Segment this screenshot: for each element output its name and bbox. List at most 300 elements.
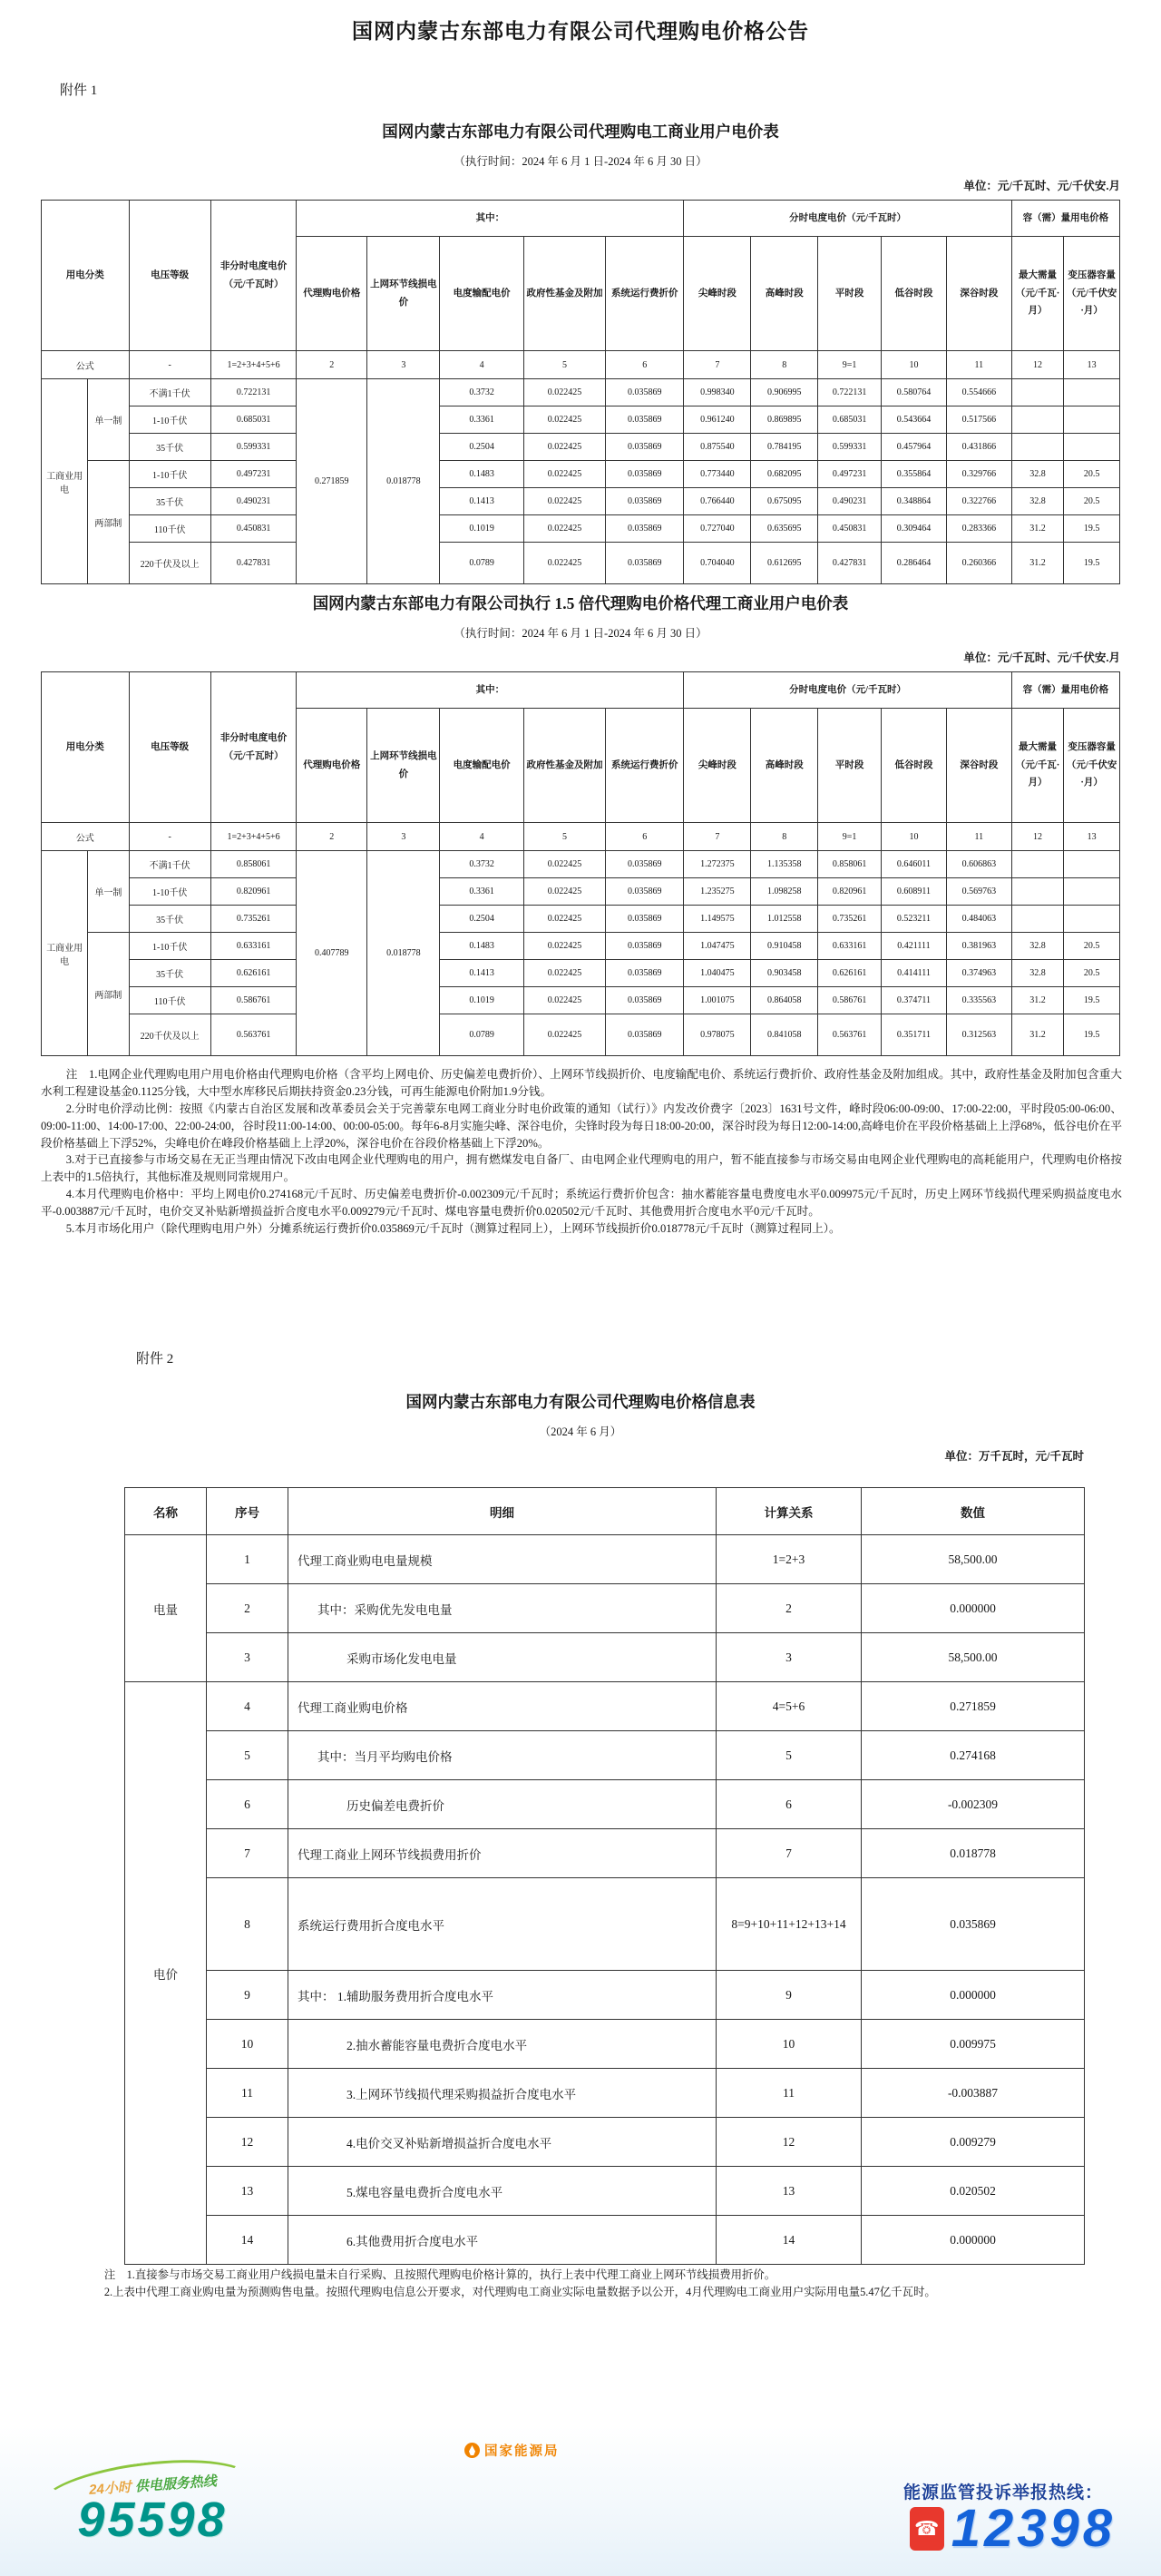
cell: 13: [1064, 823, 1120, 851]
cell: [1064, 406, 1120, 434]
table3-title: 国网内蒙古东部电力有限公司代理购电价格信息表: [405, 1393, 756, 1411]
cell: 12: [717, 2118, 862, 2167]
cell: 9: [207, 1971, 288, 2020]
cell: 0.450831: [210, 515, 296, 543]
hdr-value: 数值: [862, 1488, 1085, 1535]
table-row: [42, 406, 1120, 434]
hdr-dist-price: 电度输配电价: [440, 237, 523, 351]
cell: 0.022425: [523, 851, 605, 878]
cell: 0.1019: [440, 987, 523, 1014]
cell: 0.2504: [440, 434, 523, 461]
cell: 0.497231: [210, 461, 296, 488]
table-row: [42, 823, 1120, 851]
table1-subtitle: （执行时间：2024 年 6 月 1 日-2024 年 6 月 30 日）: [454, 155, 707, 168]
note-paragraph: 注 1.直接参与市场交易工商业用户线损电量未自行采购、且按照代理购电价格计算的，执行上表中代理工商业上网环节线损费用折价。: [103, 2268, 776, 2281]
cell: 0.910458: [751, 933, 818, 960]
cell: 1-10千伏: [129, 406, 210, 434]
table-row: [42, 960, 1120, 987]
cell: 公式: [42, 351, 130, 379]
cell: 0.569763: [946, 878, 1011, 906]
cell: [1011, 906, 1063, 933]
cell: 8: [751, 351, 818, 379]
cell: 10: [882, 823, 947, 851]
hdr-valley: 低谷时段: [882, 709, 947, 823]
hdr-usage: 用电分类: [42, 201, 130, 351]
table-row: [42, 987, 1120, 1014]
cell-agency: 0.271859: [297, 379, 367, 584]
hdr-sharp-peak: 尖峰时段: [684, 237, 751, 351]
hdr-lineloss-price: 上网环节线损电价: [367, 237, 440, 351]
cell: 0.612695: [751, 543, 818, 584]
flame-icon: [464, 2443, 480, 2458]
hdr-dist-price: 电度输配电价: [440, 709, 523, 823]
table-row: [125, 1731, 1085, 1780]
cell: 1=2+3: [717, 1535, 862, 1584]
cell: 0.0789: [440, 543, 523, 584]
cell: 0.000000: [862, 1584, 1085, 1633]
cell: [1064, 851, 1120, 878]
note-paragraph: 4.本月代理购电价格中：平均上网电价0.274168元/千瓦时、历史偏差电费折价-0.002309元/千瓦时；系统运行费折价包含：抽水蓄能容量电费度电水平0.009975元/千瓦时，历史上网环节线损代理采购损益度电水平-0.003887元/千瓦时，电价交叉补贴新增损益折合度电水平0.009279元/千瓦时、煤电容量电费折价0.020502元/千瓦时、其他费用折合度电水平0元/千瓦时。: [41, 1188, 1122, 1219]
cell: 历史偏差电费折价: [288, 1780, 717, 1829]
cell: 0.599331: [818, 434, 882, 461]
cell: 0.022425: [523, 488, 605, 515]
cell: 0.427831: [210, 543, 296, 584]
cell: 6: [207, 1780, 288, 1829]
cell: 1=2+3+4+5+6: [210, 823, 296, 851]
cell: 12: [1011, 351, 1063, 379]
cell: 35千伏: [129, 488, 210, 515]
table-row: [125, 1780, 1085, 1829]
cell: 8: [207, 1878, 288, 1971]
hdr-agency-price: 代理购电价格: [297, 709, 367, 823]
cell: 0.283366: [946, 515, 1011, 543]
cell: 20.5: [1064, 461, 1120, 488]
cell: 0.490231: [818, 488, 882, 515]
cell: 0.497231: [818, 461, 882, 488]
energy-bureau-badge: [464, 2441, 560, 2460]
cell-regime: 单一制: [88, 379, 129, 461]
cell: 0.0789: [440, 1014, 523, 1056]
table-row: [42, 515, 1120, 543]
table-row: [125, 1584, 1085, 1633]
cell: 0.035869: [606, 987, 684, 1014]
cell: 0.554666: [946, 379, 1011, 406]
complaint-hotline-logo: [910, 2499, 1116, 2558]
table2-price-table: [41, 671, 1120, 1056]
cell: 6: [606, 351, 684, 379]
table-row: [125, 1971, 1085, 2020]
cell: 公式: [42, 823, 130, 851]
cell: 19.5: [1064, 515, 1120, 543]
cell: 0.035869: [606, 933, 684, 960]
cell: 110千伏: [129, 515, 210, 543]
cell: 0.035869: [606, 906, 684, 933]
cell: 3.上网环节线损代理采购损益折合度电水平: [288, 2069, 717, 2118]
cell: 0.3361: [440, 878, 523, 906]
cell: 4: [207, 1682, 288, 1731]
service-arc-hours: 24小时: [88, 2479, 132, 2498]
table-row: [42, 933, 1120, 960]
cell: 0.035869: [606, 434, 684, 461]
cell: [1011, 379, 1063, 406]
cell: 0.374711: [882, 987, 947, 1014]
cell: -: [129, 351, 210, 379]
cell: 系统运行费用折合度电水平: [288, 1878, 717, 1971]
cell: 1.272375: [684, 851, 751, 878]
cell: 0.858061: [210, 851, 296, 878]
cell: 19.5: [1064, 987, 1120, 1014]
cell-category: 工商业用电: [42, 851, 88, 1056]
notes-attachment1: [41, 1066, 1122, 1238]
hdr-name: 名称: [125, 1488, 207, 1535]
table-row: [125, 1878, 1085, 1971]
cell: 9: [717, 1971, 862, 2020]
service-arc-label: 供电服务热线: [130, 2473, 217, 2495]
cell: 13: [717, 2167, 862, 2216]
note-paragraph: 3.对于已直接参与市场交易在无正当理由情况下改由电网企业代理购电的用户，拥有燃煤发电自备厂、由电网企业代理购电的用户，暂不能直接参与市场交易由电网企业代理购电的高耗能用户，代理购电价格按上表中的1.5倍执行，其他标准及规则同常规用户。: [41, 1153, 1122, 1184]
table-row: [125, 1633, 1085, 1682]
cell: 0.035869: [606, 461, 684, 488]
hdr-max-demand: 最大需量（元/千瓦·月）: [1011, 709, 1063, 823]
cell: 2: [297, 351, 367, 379]
cell: 5: [523, 823, 605, 851]
hdr-sys-fee: 系统运行费折价: [606, 237, 684, 351]
cell: 2: [297, 823, 367, 851]
cell: [1064, 878, 1120, 906]
hdr-valley: 低谷时段: [882, 237, 947, 351]
cell: [1011, 878, 1063, 906]
cell: 0.820961: [210, 878, 296, 906]
hdr-lineloss-price: 上网环节线损电价: [367, 709, 440, 823]
cell: 1.149575: [684, 906, 751, 933]
table3-unit: 单位：万千瓦时，元/千瓦时: [944, 1450, 1084, 1463]
cell: 0.599331: [210, 434, 296, 461]
cell: 31.2: [1011, 1014, 1063, 1056]
cell: 10: [717, 2020, 862, 2069]
phone-icon: ☎: [910, 2507, 944, 2551]
table2-unit: 单位：元/千瓦时、元/千伏安.月: [963, 651, 1120, 664]
cell-regime: 两部制: [88, 461, 129, 584]
cell: 0.335563: [946, 987, 1011, 1014]
table-row: [42, 434, 1120, 461]
cell: 0.784195: [751, 434, 818, 461]
cell: 0.035869: [606, 878, 684, 906]
table-row: [125, 1829, 1085, 1878]
cell: 7: [684, 351, 751, 379]
hdr-usage: 用电分类: [42, 672, 130, 823]
cell: 0.421111: [882, 933, 947, 960]
cell: 0.1019: [440, 515, 523, 543]
cell: 0.457964: [882, 434, 947, 461]
table2-section: [0, 592, 1161, 1056]
cell: 1.001075: [684, 987, 751, 1014]
hdr-deep-valley: 深谷时段: [946, 237, 1011, 351]
cell: 其中：当月平均购电价格: [288, 1731, 717, 1780]
table-row: [125, 2118, 1085, 2167]
table-row: [42, 1014, 1120, 1056]
cell: 0.626161: [210, 960, 296, 987]
cell: 0.035869: [606, 851, 684, 878]
cell: 代理工商业购电电量规模: [288, 1535, 717, 1584]
cell: 31.2: [1011, 987, 1063, 1014]
cell: 不满1千伏: [129, 379, 210, 406]
cell: 0.563761: [818, 1014, 882, 1056]
cell: 0.490231: [210, 488, 296, 515]
hdr-sys-fee: 系统运行费折价: [606, 709, 684, 823]
cell: 7: [207, 1829, 288, 1878]
cell: 0.586761: [210, 987, 296, 1014]
cell: 3: [367, 351, 440, 379]
cell: 0.020502: [862, 2167, 1085, 2216]
cell: 12: [207, 2118, 288, 2167]
cell: 0.858061: [818, 851, 882, 878]
table-row: [125, 2069, 1085, 2118]
table1-section: [0, 120, 1161, 584]
cell: 20.5: [1064, 933, 1120, 960]
cell: 1.047475: [684, 933, 751, 960]
hdr-deep-valley: 深谷时段: [946, 709, 1011, 823]
cell: 0.009279: [862, 2118, 1085, 2167]
cell: 1.135358: [751, 851, 818, 878]
cell: 31.2: [1011, 515, 1063, 543]
note-paragraph: 5.本月市场化用户（除代理购电用户外）分摊系统运行费折价0.035869元/千瓦时（测算过程同上），上网环节线损折价0.018778元/千瓦时（测算过程同上）。: [65, 1222, 841, 1236]
cell: 0.766440: [684, 488, 751, 515]
table-row: [42, 379, 1120, 406]
cell: 32.8: [1011, 960, 1063, 987]
cell: 0.260366: [946, 543, 1011, 584]
cell: 2: [207, 1584, 288, 1633]
note-paragraph: 注 1.电网企业代理购电用户用电价格由代理购电价格（含平均上网电价、历史偏差电费折价）、上网环节线损折价、电度输配电价、系统运行费折价、政府性基金及附加组成。其中，政府性基金及附加包含重大水利工程建设基金0.1125分钱，大中型水库移民后期扶持资金0.23分钱，可再生能源电价附加1.9分钱。: [41, 1068, 1122, 1098]
cell: 0.022425: [523, 434, 605, 461]
cell: [1011, 434, 1063, 461]
cell: 0.517566: [946, 406, 1011, 434]
cell: 0.646011: [882, 851, 947, 878]
cell: 35千伏: [129, 434, 210, 461]
table-row: [125, 2216, 1085, 2265]
cell: 0.431866: [946, 434, 1011, 461]
table-row: [42, 851, 1120, 878]
cell: 11: [717, 2069, 862, 2118]
cell: 0.035869: [606, 515, 684, 543]
complaint-hotline-number: 12398: [951, 2499, 1116, 2558]
cell: 1.040475: [684, 960, 751, 987]
table1-price-table: [41, 200, 1120, 584]
hdr-tou-group: 分时电度电价（元/千瓦时）: [684, 201, 1011, 237]
table-row: [42, 351, 1120, 379]
cell-lineloss: 0.018778: [367, 379, 440, 584]
cell: 0.2504: [440, 906, 523, 933]
cell: 4: [440, 823, 523, 851]
cell: 5: [523, 351, 605, 379]
hdr-detail: 明细: [288, 1488, 717, 1535]
cell: 8: [751, 823, 818, 851]
cell: 0.606863: [946, 851, 1011, 878]
cell: 6.其他费用折合度电水平: [288, 2216, 717, 2265]
hdr-tou-group: 分时电度电价（元/千瓦时）: [684, 672, 1011, 709]
table-row: [42, 461, 1120, 488]
cell: -: [129, 823, 210, 851]
cell: [1064, 906, 1120, 933]
cell: 0.633161: [210, 933, 296, 960]
cell: 0.685031: [210, 406, 296, 434]
cell: 58,500.00: [862, 1535, 1085, 1584]
cell: 5.煤电容量电费折合度电水平: [288, 2167, 717, 2216]
table2-title: 国网内蒙古东部电力有限公司执行 1.5 倍代理购电价格代理工商业用户电价表: [312, 594, 849, 612]
hdr-flat-price: 非分时电度电价（元/千瓦时）: [210, 201, 296, 351]
cell: 0.022425: [523, 960, 605, 987]
cell: 0.022425: [523, 406, 605, 434]
cell: 0.035869: [606, 406, 684, 434]
hdr-agency-price: 代理购电价格: [297, 237, 367, 351]
cell: 0.022425: [523, 878, 605, 906]
cell: 12: [1011, 823, 1063, 851]
service-hotline-logo: [34, 2475, 270, 2546]
hdr-capacity-group: 容（需）量用电价格: [1011, 201, 1119, 237]
hdr-voltage: 电压等级: [129, 672, 210, 823]
table3-info-table: [124, 1487, 1085, 2265]
cell: 0.1483: [440, 933, 523, 960]
cell: 0.586761: [818, 987, 882, 1014]
cell: 0.035869: [606, 488, 684, 515]
cell: 0.035869: [606, 960, 684, 987]
cell: 19.5: [1064, 543, 1120, 584]
cell: 32.8: [1011, 488, 1063, 515]
hdr-among-group: 其中：: [297, 672, 684, 709]
cell: 其中： 1.辅助服务费用折合度电水平: [288, 1971, 717, 2020]
cell: 0.864058: [751, 987, 818, 1014]
hdr-peak: 高峰时段: [751, 237, 818, 351]
hdr-index: 序号: [207, 1488, 288, 1535]
cell: 13: [1064, 351, 1120, 379]
cell: 0.035869: [606, 379, 684, 406]
cell: 4.电价交叉补贴新增损益折合度电水平: [288, 2118, 717, 2167]
table-row: [42, 488, 1120, 515]
cell: 8=9+10+11+12+13+14: [717, 1878, 862, 1971]
cell: 1-10千伏: [129, 461, 210, 488]
cell: 35千伏: [129, 960, 210, 987]
cell: 0.450831: [818, 515, 882, 543]
cell: 0.626161: [818, 960, 882, 987]
cell: 19.5: [1064, 1014, 1120, 1056]
cell: 0.543664: [882, 406, 947, 434]
hdr-transformer-cap: 变压器容量（元/千伏安·月）: [1064, 237, 1120, 351]
cell: 0.022425: [523, 461, 605, 488]
cell: 1=2+3+4+5+6: [210, 351, 296, 379]
table3-section: [0, 1390, 1161, 2265]
table2-subtitle: （执行时间：2024 年 6 月 1 日-2024 年 6 月 30 日）: [454, 627, 707, 640]
cell-regime: 单一制: [88, 851, 129, 933]
cell: 4=5+6: [717, 1682, 862, 1731]
cell: [1064, 379, 1120, 406]
cell: 0.635695: [751, 515, 818, 543]
cell: 1.235275: [684, 878, 751, 906]
hdr-voltage: 电压等级: [129, 201, 210, 351]
cell: 1.098258: [751, 878, 818, 906]
cell: 0.484063: [946, 906, 1011, 933]
table-row: [125, 1682, 1085, 1731]
cell: 6: [606, 823, 684, 851]
cell: 0.1413: [440, 960, 523, 987]
cell: 0.035869: [606, 1014, 684, 1056]
cell-lineloss: 0.018778: [367, 851, 440, 1056]
cell: 0.685031: [818, 406, 882, 434]
cell: 7: [684, 823, 751, 851]
cell: 0.3361: [440, 406, 523, 434]
cell: 0.675095: [751, 488, 818, 515]
cell: 0.355864: [882, 461, 947, 488]
cell: [1011, 406, 1063, 434]
cell: 0.035869: [862, 1878, 1085, 1971]
service-hotline-number: 95598: [77, 2493, 228, 2547]
cell: 0.906995: [751, 379, 818, 406]
cell: -0.002309: [862, 1780, 1085, 1829]
cell: 1-10千伏: [129, 878, 210, 906]
cell: 0.841058: [751, 1014, 818, 1056]
note-paragraph: 2.分时电价浮动比例：按照《内蒙古自治区发展和改革委员会关于完善蒙东电网工商业分时电价政策的通知（试行）》内发改价费字〔2023〕1631号文件，峰时段06:00-09:00、17:00-22:00，平时段05:00-06:00、09:00-11:00、14:00-17:00、22:00-24:00，谷时段11:00-14:00、00:00-05:00。每年6-8月实施尖峰、深谷电价，尖锋时段为每日18:00-20:00，深谷时段为每日12:00-14:00,高峰电价在平段价格基础上上浮68%，低谷电价在平段价格基础上下浮52%，尖峰电价在峰段价格基础上上浮20%，深谷电价在谷段价格基础上下浮20%。: [41, 1102, 1122, 1150]
table-row: [42, 906, 1120, 933]
cell: 1-10千伏: [129, 933, 210, 960]
cell: 0.022425: [523, 543, 605, 584]
table-row: [42, 878, 1120, 906]
cell: 0.682095: [751, 461, 818, 488]
cell: 0.427831: [818, 543, 882, 584]
cell: 0.309464: [882, 515, 947, 543]
cell: 58,500.00: [862, 1633, 1085, 1682]
cell: [1064, 434, 1120, 461]
cell: 11: [946, 351, 1011, 379]
cell-agency: 0.407789: [297, 851, 367, 1056]
cell: 0.722131: [818, 379, 882, 406]
cell: 0.018778: [862, 1829, 1085, 1878]
cell: 0.374963: [946, 960, 1011, 987]
attachment2-label: 附件 2: [136, 1352, 174, 1366]
cell: 0.735261: [818, 906, 882, 933]
cell: 0.903458: [751, 960, 818, 987]
cell: 0.978075: [684, 1014, 751, 1056]
table1-unit: 单位：元/千瓦时、元/千伏安.月: [963, 180, 1120, 192]
cell: 10: [207, 2020, 288, 2069]
cell: 13: [207, 2167, 288, 2216]
cell: 11: [946, 823, 1011, 851]
complaint-hotline-label: 能源监管投诉举报热线：: [902, 2483, 1103, 2503]
cell: 0.000000: [862, 1971, 1085, 2020]
cell: 3: [717, 1633, 862, 1682]
cell: 0.633161: [818, 933, 882, 960]
table-row: [125, 2020, 1085, 2069]
cell-group: 电价: [125, 1682, 207, 2265]
cell: 220千伏及以上: [129, 543, 210, 584]
cell: 采购市场化发电电量: [288, 1633, 717, 1682]
cell: 14: [207, 2216, 288, 2265]
cell: 0.351711: [882, 1014, 947, 1056]
cell: 0.009975: [862, 2020, 1085, 2069]
cell: 2: [717, 1584, 862, 1633]
cell: 9=1: [818, 351, 882, 379]
cell: 0.869895: [751, 406, 818, 434]
table1-title: 国网内蒙古东部电力有限公司代理购电工商业用户电价表: [382, 122, 779, 141]
note-paragraph: 2.上表中代理工商业购电量为预测购售电量。按照代理购电信息公开要求，对代理购电工商业实际电量数据予以公开，4月代理购电工商业用户实际用电量5.47亿千瓦时。: [103, 2286, 936, 2299]
cell: 220千伏及以上: [129, 1014, 210, 1056]
hdr-flat-period: 平时段: [818, 237, 882, 351]
hdr-among-group: 其中：: [297, 201, 684, 237]
cell: 0.035869: [606, 543, 684, 584]
hdr-gov-fund: 政府性基金及附加: [523, 709, 605, 823]
hdr-capacity-group: 容（需）量用电价格: [1011, 672, 1119, 709]
cell: 5: [207, 1731, 288, 1780]
table-row: [125, 2167, 1085, 2216]
cell: 0.286464: [882, 543, 947, 584]
cell: 2.抽水蓄能容量电费折合度电水平: [288, 2020, 717, 2069]
